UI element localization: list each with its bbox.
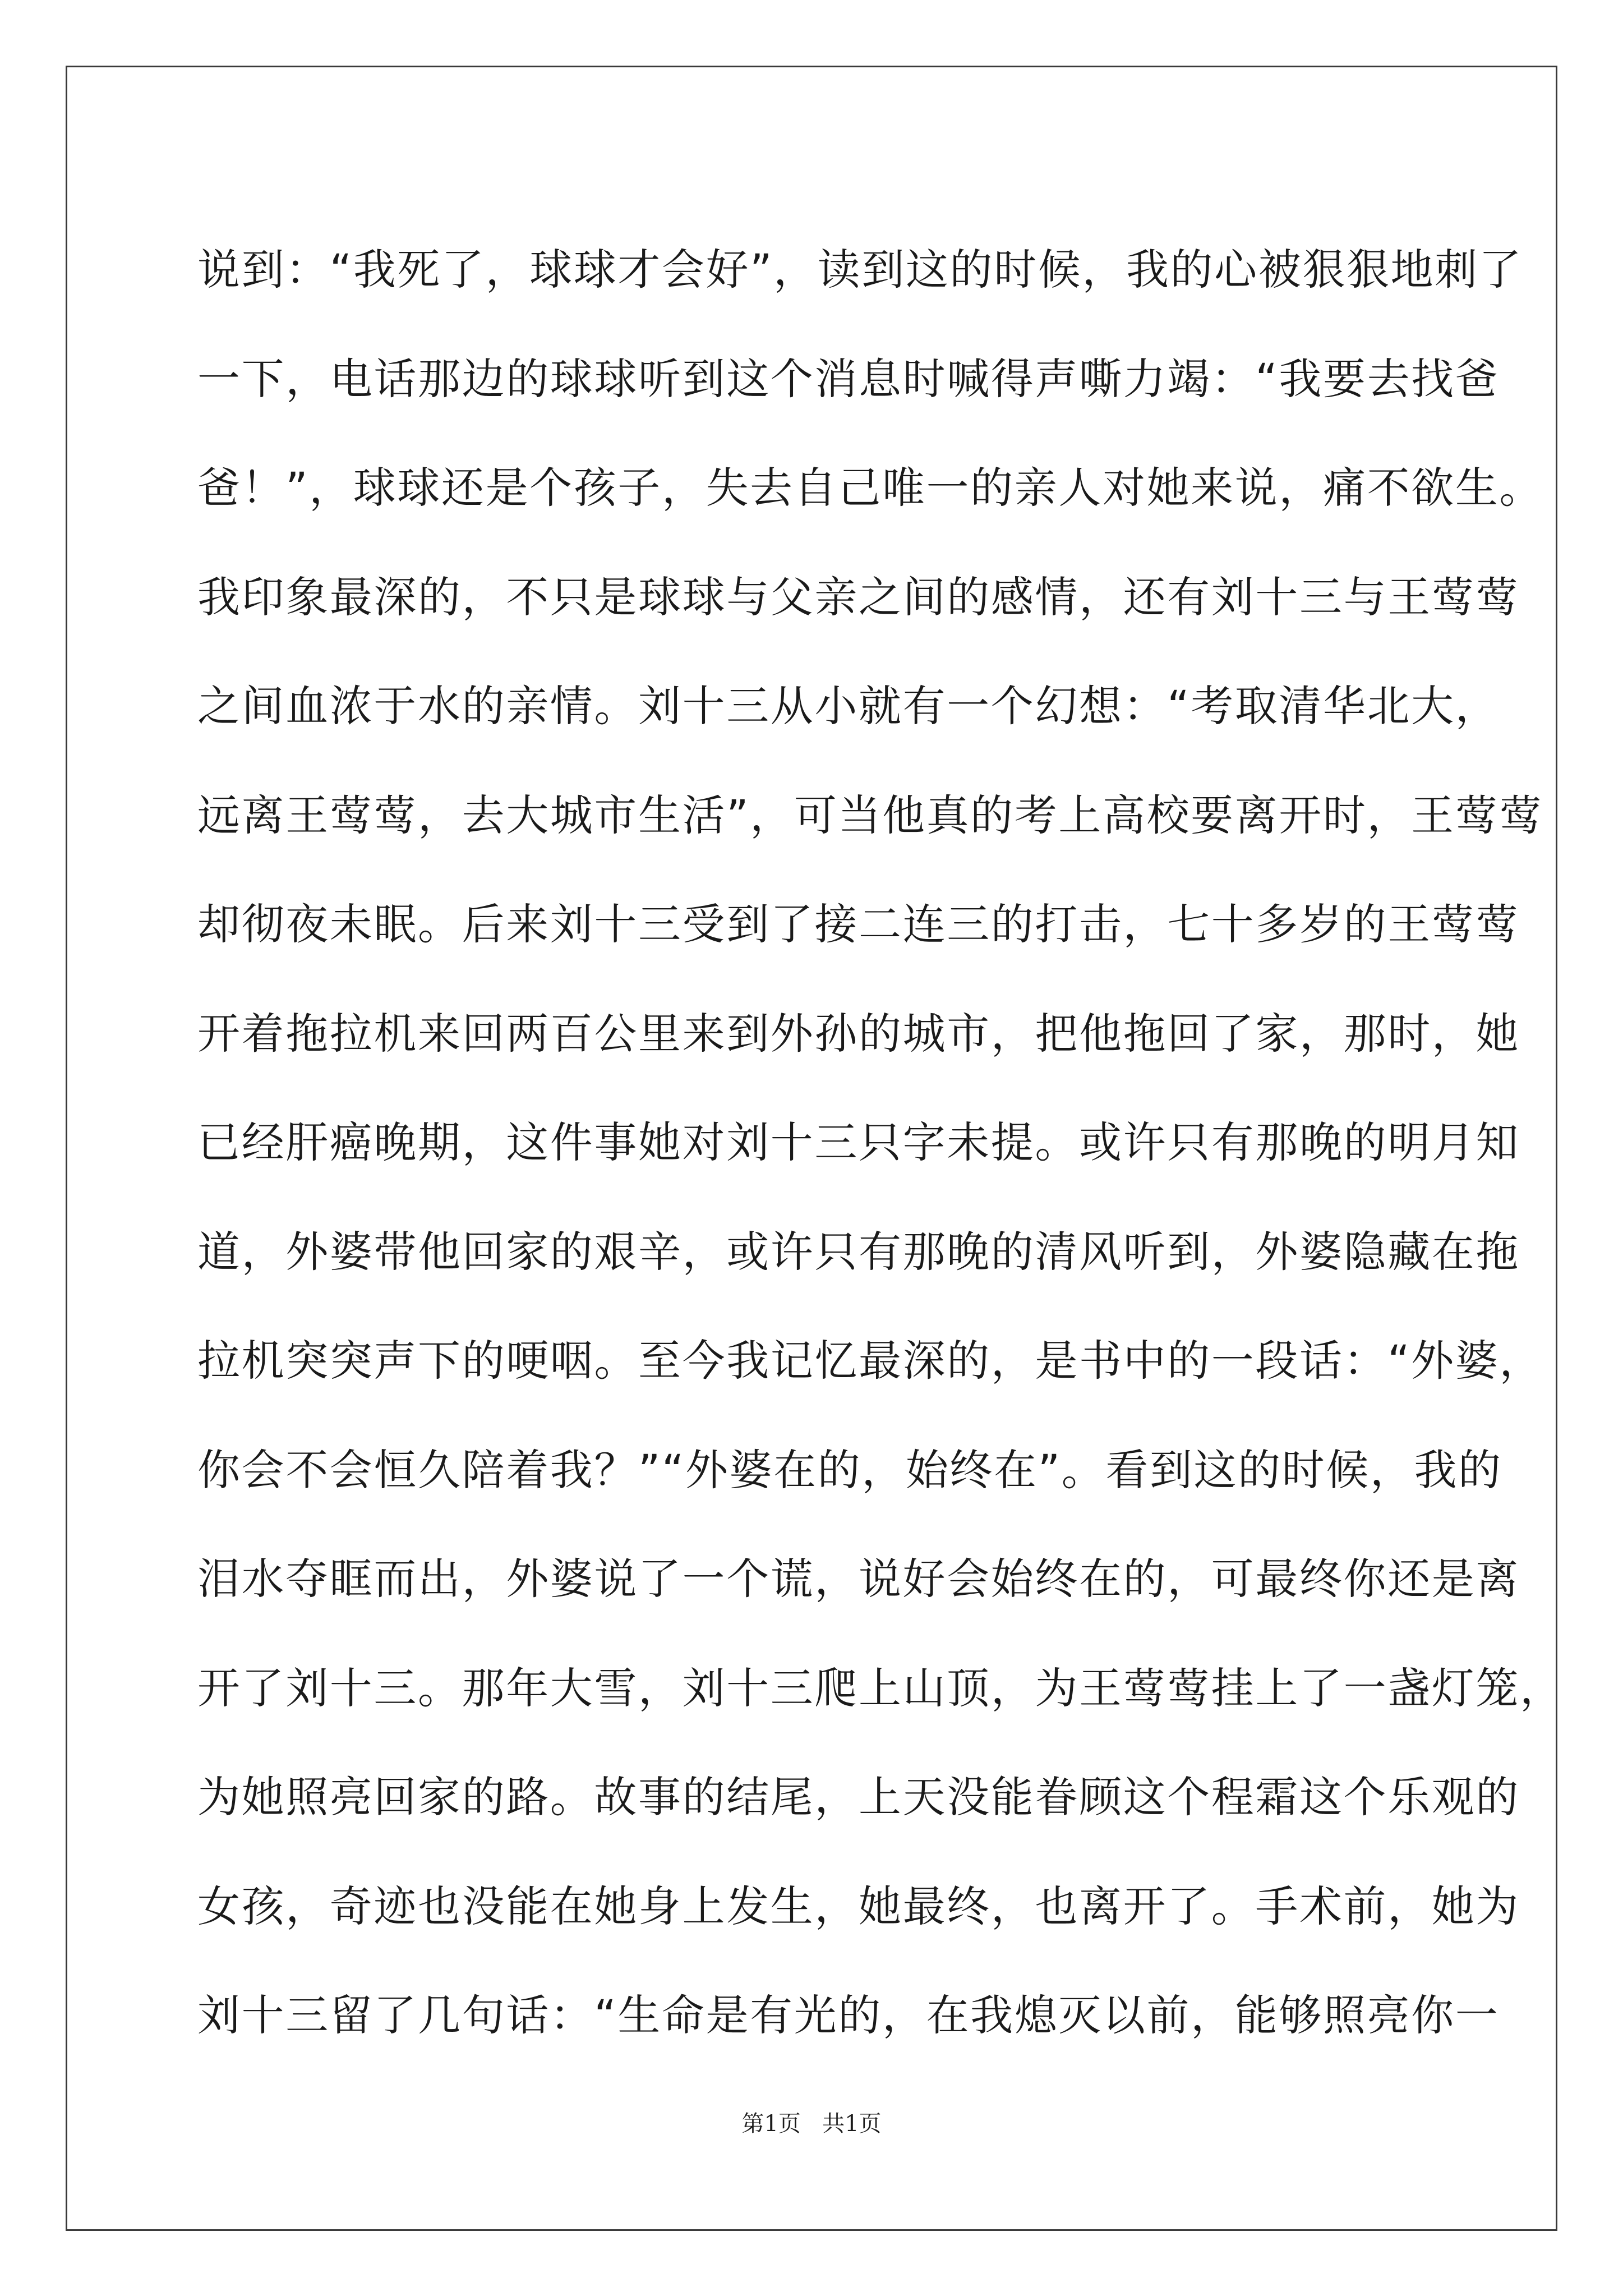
footer-spacer xyxy=(801,2111,822,2137)
text-line: 之间血浓于水的亲情。刘十三从小就有一个幻想：“考取清华北大， xyxy=(197,681,1500,731)
text-line: 已经肝癌晚期，这件事她对刘十三只字未提。或许只有那晚的明月知 xyxy=(197,1117,1520,1167)
text-line: 女孩，奇迹也没能在她身上发生，她最终，也离开了。手术前，她为 xyxy=(197,1881,1520,1931)
page-footer xyxy=(0,2107,1623,2141)
text-line: 泪水夺眶而出，外婆说了一个谎，说好会始终在的，可最终你还是离 xyxy=(197,1554,1520,1604)
text-line: 说到：“我死了，球球才会好”，读到这的时候，我的心被狠狠地刺了 xyxy=(197,245,1523,295)
text-line: 你会不会恒久陪着我？”“外婆在的，始终在”。看到这的时候，我的 xyxy=(197,1444,1502,1495)
page-total: 共1页 xyxy=(822,2111,882,2137)
page-number: 第1页 xyxy=(741,2111,801,2137)
text-line: 我印象最深的，不只是球球与父亲之间的感情，还有刘十三与王莺莺 xyxy=(197,572,1520,622)
text-line: 一下，电话那边的球球听到这个消息时喊得声嘶力竭：“我要去找爸 xyxy=(197,353,1500,404)
text-line: 爸！”，球球还是个孩子，失去自己唯一的亲人对她来说，痛不欲生。 xyxy=(197,463,1543,513)
text-line: 开着拖拉机来回两百公里来到外孙的城市，把他拖回了家，那时，她 xyxy=(197,1008,1520,1059)
text-line: 道，外婆带他回家的艰辛，或许只有那晚的清风听到，外婆隐藏在拖 xyxy=(197,1226,1520,1277)
text-line: 拉机突突声下的哽咽。至今我记忆最深的，是书中的一段话：“外婆， xyxy=(197,1336,1543,1386)
document-body xyxy=(197,215,1564,2070)
text-line: 刘十三留了几句话：“生命是有光的，在我熄灭以前，能够照亮你一 xyxy=(197,1990,1500,2040)
text-line: 远离王莺莺，去大城市生活”，可当他真的考上高校要离开时，王莺莺 xyxy=(197,790,1543,840)
text-line: 为她照亮回家的路。故事的结尾，上天没能眷顾这个程霜这个乐观的 xyxy=(197,1772,1520,1822)
text-line: 开了刘十三。那年大雪，刘十三爬上山顶，为王莺莺挂上了一盏灯笼， xyxy=(197,1663,1564,1713)
text-line: 却彻夜未眠。后来刘十三受到了接二连三的打击，七十多岁的王莺莺 xyxy=(197,899,1520,949)
